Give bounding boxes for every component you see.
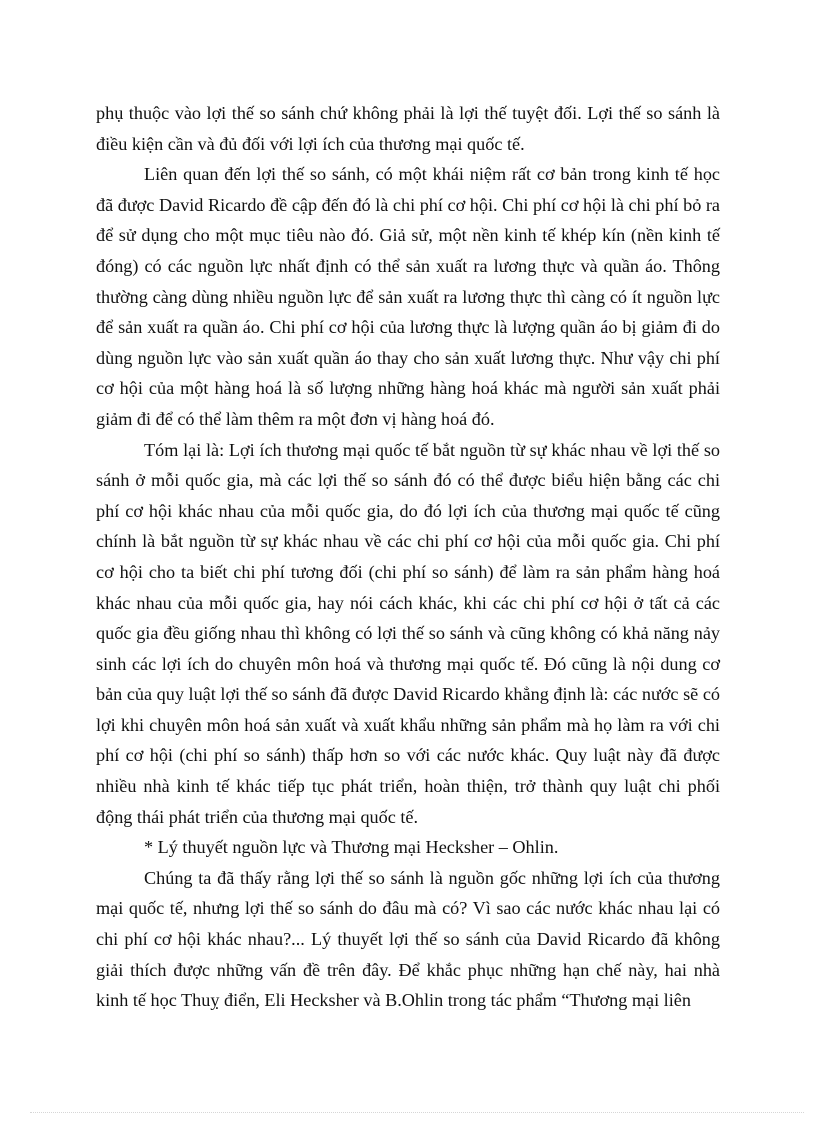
paragraph-2: Liên quan đến lợi thế so sánh, có một khái niệm rất cơ bản trong kinh tế học đã được David Ricardo đề cập đến đó là chi phí cơ hội. Chi phí cơ hội là chi phí bỏ ra để sử dụng cho một mục tiêu nào đó. Giả sử, một nền kinh tế khép kín (nền kinh tế đóng) có các nguồn lực nhất định có thể sản xuất ra lương thực và quần áo. Thông thường càng dùng nhiều nguồn lực để sản xuất ra lương thực thì càng có ít nguồn lực để sản xuất ra quần áo. Chi phí cơ hội của lương thực là lượng quần áo bị giảm đi do dùng nguồn lực vào sản xuất quần áo thay cho sản xuất lương thực. Như vậy chi phí cơ hội của một hàng hoá là số lượng những hàng hoá khác mà người sản xuất phải giảm đi để có thể làm thêm ra một đơn vị hàng hoá đó. (96, 164, 720, 429)
paragraph-4: Chúng ta đã thấy rằng lợi thế so sánh là nguồn gốc những lợi ích của thương mại quốc tế, nhưng lợi thế so sánh do đâu mà có? Vì sao các nước khác nhau lại có chi phí cơ hội khác nhau?... Lý thuyết lợi thế so sánh của David Ricardo đã không giải thích được những vấn đề trên đây. Để khắc phục những hạn chế này, hai nhà kinh tế học Thuỵ điển, Eli Hecksher và B.Ohlin trong tác phẩm “Thương mại liên (96, 867, 720, 1011)
paragraph-1: phụ thuộc vào lợi thế so sánh chứ không phải là lợi thế tuyệt đối. Lợi thế so sánh là điều kiện cần và đủ đối với lợi ích của thương mại quốc tế. (96, 103, 720, 154)
paragraph-3: Tóm lại là: Lợi ích thương mại quốc tế bắt nguồn từ sự khác nhau về lợi thế so sánh ở mỗi quốc gia, mà các lợi thế so sánh đó có thể được biểu hiện bằng các chi phí cơ hội khác nhau của mỗi quốc gia, do đó lợi ích của thương mại quốc tế cũng chính là bắt nguồn từ sự khác nhau về các chi phí cơ hội của mỗi quốc gia. Chi phí cơ hội cho ta biết chi phí tương đối (chi phí so sánh) để làm ra sản phẩm hàng hoá khác nhau của mỗi quốc gia, hay nói cách khác, khi các chi phí cơ hội ở tất cả các quốc gia đều giống nhau thì không có lợi thế so sánh và cũng không có khả năng nảy sinh các lợi ích do chuyên môn hoá và thương mại quốc tế. Đó cũng là nội dung cơ bản của quy luật lợi thế so sánh đã được David Ricardo khẳng định là: các nước sẽ có lợi khi chuyên môn hoá sản xuất và xuất khẩu những sản phẩm mà họ làm ra với chi phí cơ hội (chi phí so sánh) thấp hơn so với các nước khác. Quy luật này đã được nhiều nhà kinh tế khác tiếp tục phát triển, hoàn thiện, trở thành quy luật chi phối động thái phát triển của thương mại quốc tế. (96, 439, 720, 827)
page-bottom-divider (30, 1112, 804, 1113)
document-body (96, 98, 720, 1016)
section-heading: * Lý thuyết nguồn lực và Thương mại Hecksher – Ohlin. (144, 837, 559, 858)
